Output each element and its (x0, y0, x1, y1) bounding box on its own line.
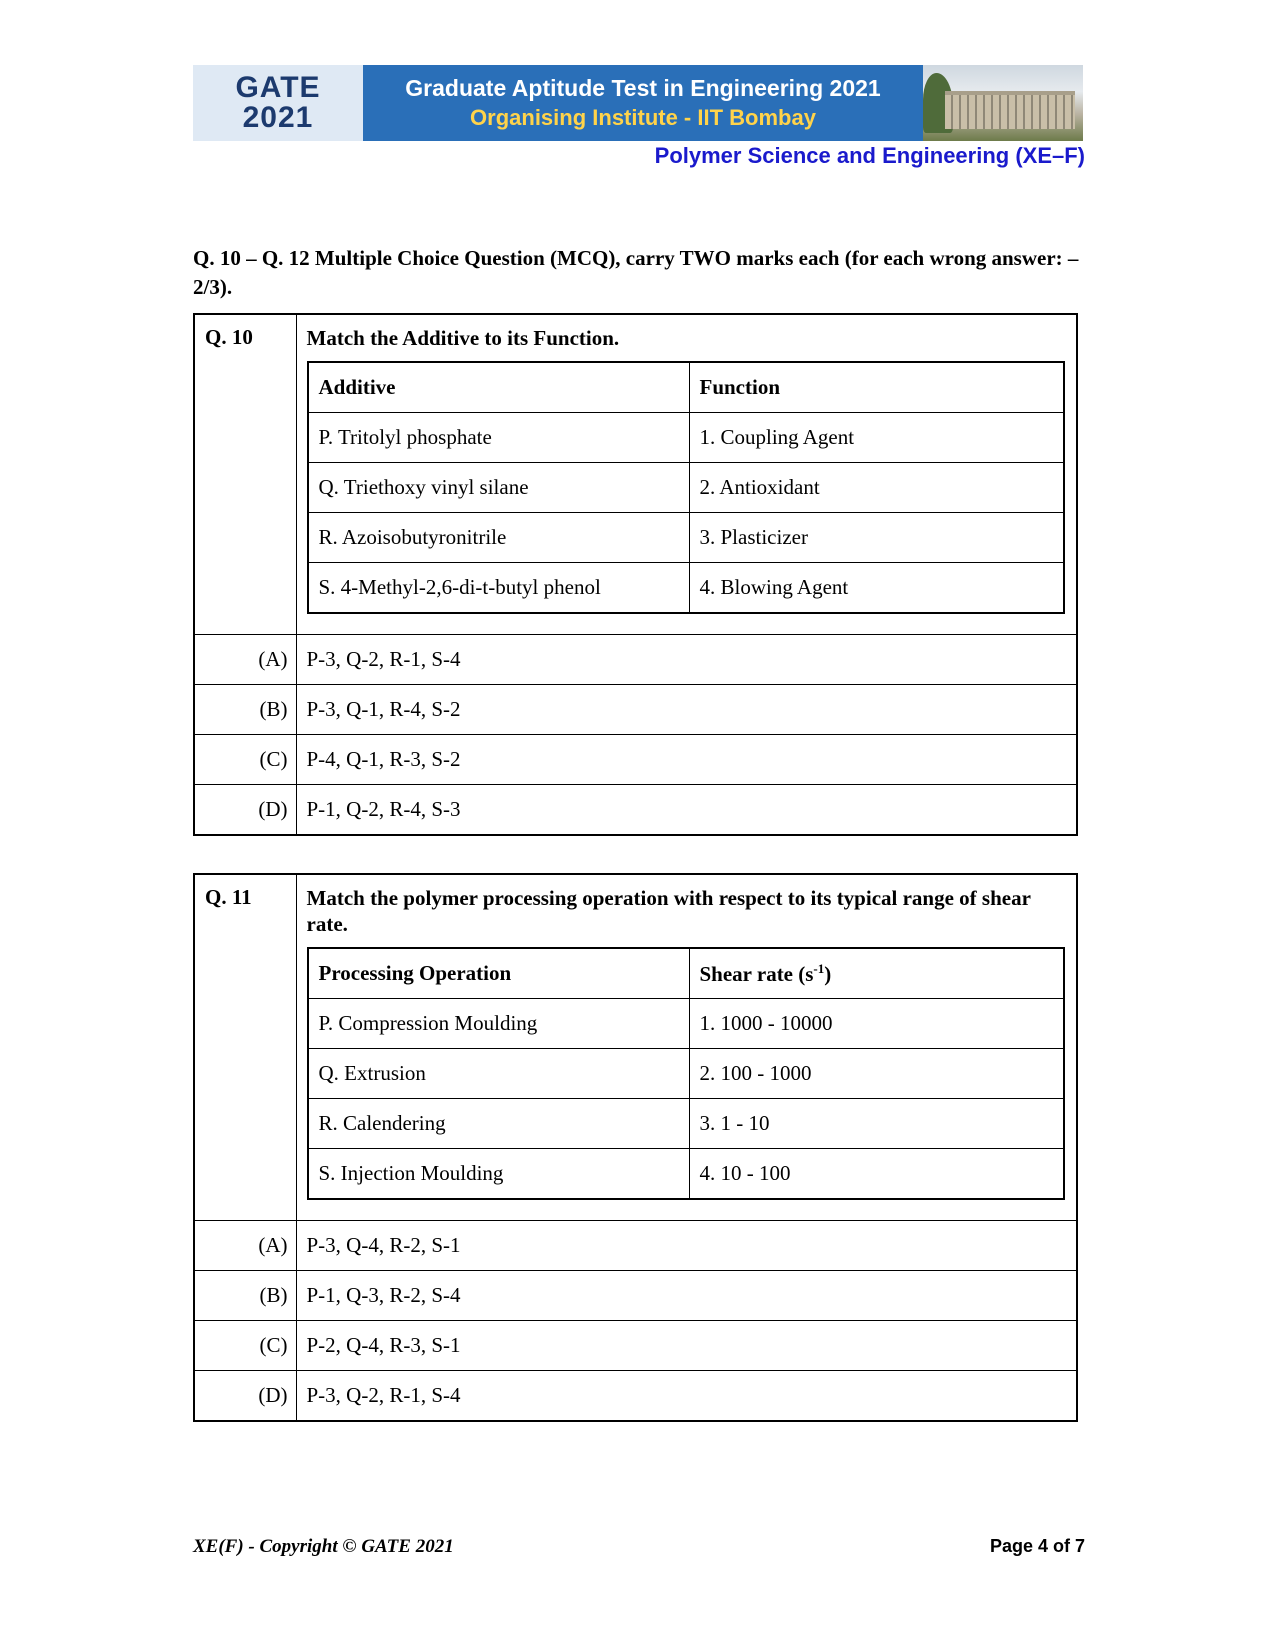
banner-text (363, 65, 923, 141)
option-row[interactable] (194, 1221, 1077, 1271)
match-left: Q. Triethoxy vinyl silane (308, 463, 690, 513)
option-label: (D) (194, 785, 296, 836)
question-10-table (193, 313, 1078, 836)
option-row[interactable] (194, 685, 1077, 735)
col2-header-text: Shear rate (s (699, 961, 814, 986)
option-text: P-3, Q-2, R-1, S-4 (296, 1371, 1077, 1422)
match-left: R. Azoisobutyronitrile (308, 513, 690, 563)
option-row[interactable] (194, 1271, 1077, 1321)
subject-title: Polymer Science and Engineering (XE–F) (654, 143, 1085, 168)
option-label: (B) (194, 685, 296, 735)
section-heading: Q. 10 – Q. 12 Multiple Choice Question (MCQ), carry TWO marks each (for each wrong answer: – 2/3). (193, 246, 1079, 299)
col1-header: Processing Operation (308, 948, 690, 999)
question-title: Match the Additive to its Function. (306, 326, 620, 350)
match-row (308, 563, 1064, 614)
match-right: 4. Blowing Agent (689, 563, 1064, 614)
match-table (307, 361, 1065, 614)
match-row (308, 413, 1064, 463)
col2-header (689, 948, 1064, 999)
option-text: P-3, Q-4, R-2, S-1 (296, 1221, 1077, 1271)
option-row[interactable] (194, 1371, 1077, 1422)
option-text: P-2, Q-4, R-3, S-1 (296, 1321, 1077, 1371)
option-label: (A) (194, 635, 296, 685)
option-text: P-4, Q-1, R-3, S-2 (296, 735, 1077, 785)
match-right: 3. 1 - 10 (689, 1099, 1064, 1149)
match-left: P. Tritolyl phosphate (308, 413, 690, 463)
option-text: P-3, Q-2, R-1, S-4 (296, 635, 1077, 685)
option-text: P-1, Q-2, R-4, S-3 (296, 785, 1077, 836)
header-banner (193, 65, 1083, 141)
match-row (308, 513, 1064, 563)
question-number: Q. 11 (194, 874, 296, 1221)
option-label: (C) (194, 1321, 296, 1371)
option-row[interactable] (194, 735, 1077, 785)
col2-header-sup: -1 (813, 960, 825, 976)
col2-header: Function (689, 362, 1064, 413)
match-left: P. Compression Moulding (308, 999, 690, 1049)
match-right: 1. Coupling Agent (689, 413, 1064, 463)
match-right: 2. 100 - 1000 (689, 1049, 1064, 1099)
option-row[interactable] (194, 635, 1077, 685)
match-row (308, 1099, 1064, 1149)
option-label: (A) (194, 1221, 296, 1271)
match-row (308, 1049, 1064, 1099)
match-row (308, 1149, 1064, 1200)
building-shape (945, 91, 1075, 129)
question-11-table (193, 873, 1078, 1422)
match-right: 1. 1000 - 10000 (689, 999, 1064, 1049)
match-row (308, 999, 1064, 1049)
logo-line2: 2021 (242, 101, 314, 134)
banner-title: Graduate Aptitude Test in Engineering 2021 (405, 75, 881, 101)
question-body (296, 874, 1077, 1221)
option-row[interactable] (194, 785, 1077, 836)
col1-header: Additive (308, 362, 690, 413)
match-left: R. Calendering (308, 1099, 690, 1149)
match-row (308, 463, 1064, 513)
match-table (307, 947, 1065, 1200)
match-right: 4. 10 - 100 (689, 1149, 1064, 1200)
footer-copyright: XE(F) - Copyright © GATE 2021 (193, 1536, 454, 1557)
match-header-row (308, 948, 1064, 999)
match-right: 3. Plasticizer (689, 513, 1064, 563)
match-left: S. 4-Methyl-2,6-di-t-butyl phenol (308, 563, 690, 614)
gate-logo (193, 65, 363, 141)
campus-photo (923, 65, 1083, 141)
logo-line1: GATE (235, 71, 321, 104)
question-body (296, 314, 1077, 635)
match-header-row (308, 362, 1064, 413)
match-left: Q. Extrusion (308, 1049, 690, 1099)
match-left: S. Injection Moulding (308, 1149, 690, 1200)
match-right: 2. Antioxidant (689, 463, 1064, 513)
question-number: Q. 10 (194, 314, 296, 635)
option-label: (C) (194, 735, 296, 785)
question-title: Match the polymer processing operation with respect to its typical range of shear rate. (306, 886, 1031, 936)
option-text: P-3, Q-1, R-4, S-2 (296, 685, 1077, 735)
option-label: (B) (194, 1271, 296, 1321)
footer-page-number: Page 4 of 7 (989, 1536, 1085, 1556)
col2-header-close: ) (824, 961, 832, 986)
option-text: P-1, Q-3, R-2, S-4 (296, 1271, 1077, 1321)
option-label: (D) (194, 1371, 296, 1422)
banner-subtitle: Organising Institute - IIT Bombay (470, 105, 816, 130)
option-row[interactable] (194, 1321, 1077, 1371)
